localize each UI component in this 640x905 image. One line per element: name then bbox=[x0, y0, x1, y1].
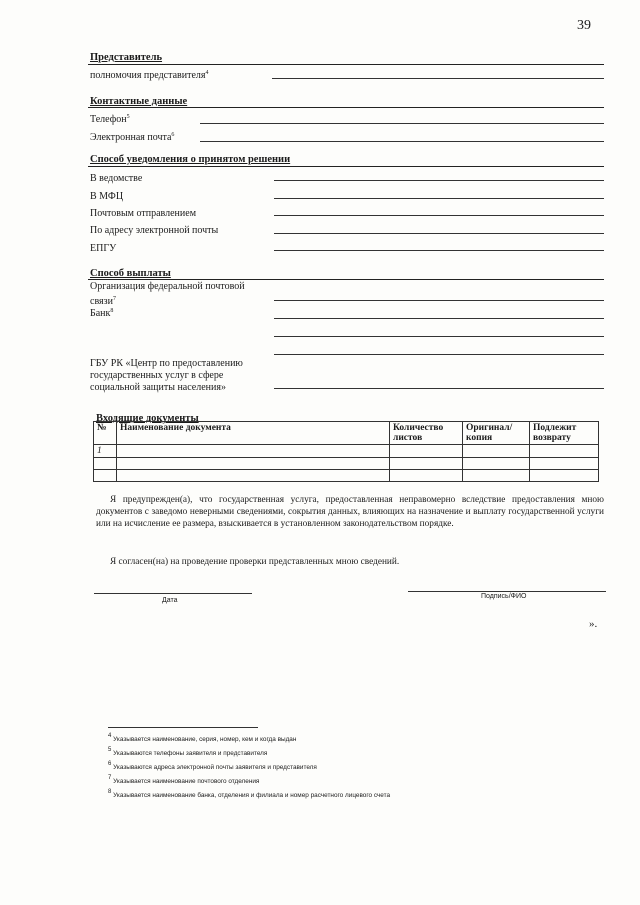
signature-label: Подпись/ФИО bbox=[481, 593, 527, 600]
signature-line[interactable] bbox=[408, 591, 606, 592]
footnote-item: $^4$ Указывается наименование, серия, номер, кем и когда выдан bbox=[108, 733, 297, 743]
footnote-item: $^8$ Указывается наименование банка, отделения и филиала и номер расчетного лицевого счета bbox=[108, 789, 391, 799]
col-return-header: Подлежит возврату bbox=[530, 422, 599, 445]
warning-paragraph: Я предупрежден(а), что государственная услуга, предоставленная неправомерно вследствие предоставления мною документов с заведомо неверными сведениями, сокрытия данных, влияющих на назначение и выплату государственной услуги или на исчисление ее размера, взыскивается в установленном законодательством порядке. bbox=[96, 495, 604, 529]
representative-heading: Представитель bbox=[90, 52, 163, 63]
footnote-item: $^7$ Указывается наименование почтового отделения bbox=[108, 775, 260, 785]
payment-heading: Способ выплаты bbox=[90, 268, 171, 279]
notification-option-mfc: В МФЦ bbox=[90, 191, 124, 202]
date-line[interactable] bbox=[94, 593, 252, 594]
section-divider bbox=[88, 166, 604, 167]
table-cell[interactable] bbox=[530, 445, 599, 458]
phone-field[interactable] bbox=[200, 123, 604, 124]
payment-field[interactable] bbox=[274, 336, 604, 337]
col-num-header: № bbox=[94, 422, 117, 445]
documents-heading: Входящие документы bbox=[96, 413, 199, 424]
table-cell[interactable] bbox=[530, 470, 599, 482]
table-cell[interactable] bbox=[463, 470, 530, 482]
notification-option-epgu: ЕПГУ bbox=[90, 243, 117, 254]
notification-heading: Способ уведомления о принятом решении bbox=[90, 154, 291, 165]
contacts-heading: Контактные данные bbox=[90, 96, 188, 107]
table-cell[interactable] bbox=[463, 445, 530, 458]
col-original-header: Оригинал/ копия bbox=[463, 422, 530, 445]
col-count-header: Количество листов bbox=[390, 422, 463, 445]
table-cell[interactable] bbox=[390, 470, 463, 482]
notification-field[interactable] bbox=[274, 233, 604, 234]
email-label: Электронная почта$^6$ bbox=[90, 132, 175, 143]
table-cell[interactable] bbox=[117, 445, 390, 458]
email-field[interactable] bbox=[200, 141, 604, 142]
table-cell[interactable] bbox=[390, 445, 463, 458]
footnote-item: $^6$ Указываются адреса электронной почты заявителя и представителя bbox=[108, 761, 317, 771]
table-row bbox=[94, 445, 599, 458]
table-cell[interactable]: 1 bbox=[94, 445, 117, 458]
payment-field[interactable] bbox=[274, 318, 604, 319]
footnote-item: $^5$ Указываются телефоны заявителя и представителя bbox=[108, 747, 268, 757]
notification-option-agency: В ведомстве bbox=[90, 173, 143, 184]
table-row bbox=[94, 458, 599, 470]
footnote-divider bbox=[108, 727, 258, 728]
payment-gbu-label: ГБУ РК «Центр по предоставлению государственных услуг в сфере социальной защиты населения» bbox=[90, 358, 243, 393]
closing-quote: ». bbox=[589, 618, 598, 630]
col-name-header: Наименование документа bbox=[117, 422, 390, 445]
documents-table bbox=[93, 421, 599, 482]
payment-bank-label: Банк$^8$ bbox=[90, 308, 114, 319]
page-number: 39 bbox=[577, 18, 591, 33]
table-cell[interactable] bbox=[117, 458, 390, 470]
notification-field[interactable] bbox=[274, 215, 604, 216]
payment-field[interactable] bbox=[274, 354, 604, 355]
section-divider bbox=[88, 64, 604, 65]
table-cell[interactable] bbox=[94, 470, 117, 482]
table-cell[interactable] bbox=[94, 458, 117, 470]
footnote-list bbox=[108, 731, 390, 801]
table-cell[interactable] bbox=[463, 458, 530, 470]
payment-field[interactable] bbox=[274, 388, 604, 389]
table-cell[interactable] bbox=[117, 470, 390, 482]
date-label: Дата bbox=[162, 597, 178, 604]
section-divider bbox=[88, 279, 604, 280]
payment-field[interactable] bbox=[274, 300, 604, 301]
table-cell[interactable] bbox=[530, 458, 599, 470]
table-row bbox=[94, 470, 599, 482]
payment-post-label: Организация федеральной почтовой связи$^7$ bbox=[90, 281, 245, 307]
table-header-row bbox=[94, 422, 599, 445]
authority-field[interactable] bbox=[272, 78, 604, 79]
section-divider bbox=[88, 107, 604, 108]
consent-paragraph: Я согласен(на) на проведение проверки представленных мною сведений. bbox=[110, 557, 400, 567]
notification-field[interactable] bbox=[274, 180, 604, 181]
table-cell[interactable] bbox=[390, 458, 463, 470]
phone-label: Телефон$^5$ bbox=[90, 114, 130, 125]
notification-option-email: По адресу электронной почты bbox=[90, 225, 219, 236]
authority-label: полномочия представителя$^4$ bbox=[90, 70, 209, 81]
notification-option-post: Почтовым отправлением bbox=[90, 208, 197, 219]
notification-field[interactable] bbox=[274, 198, 604, 199]
notification-field[interactable] bbox=[274, 250, 604, 251]
